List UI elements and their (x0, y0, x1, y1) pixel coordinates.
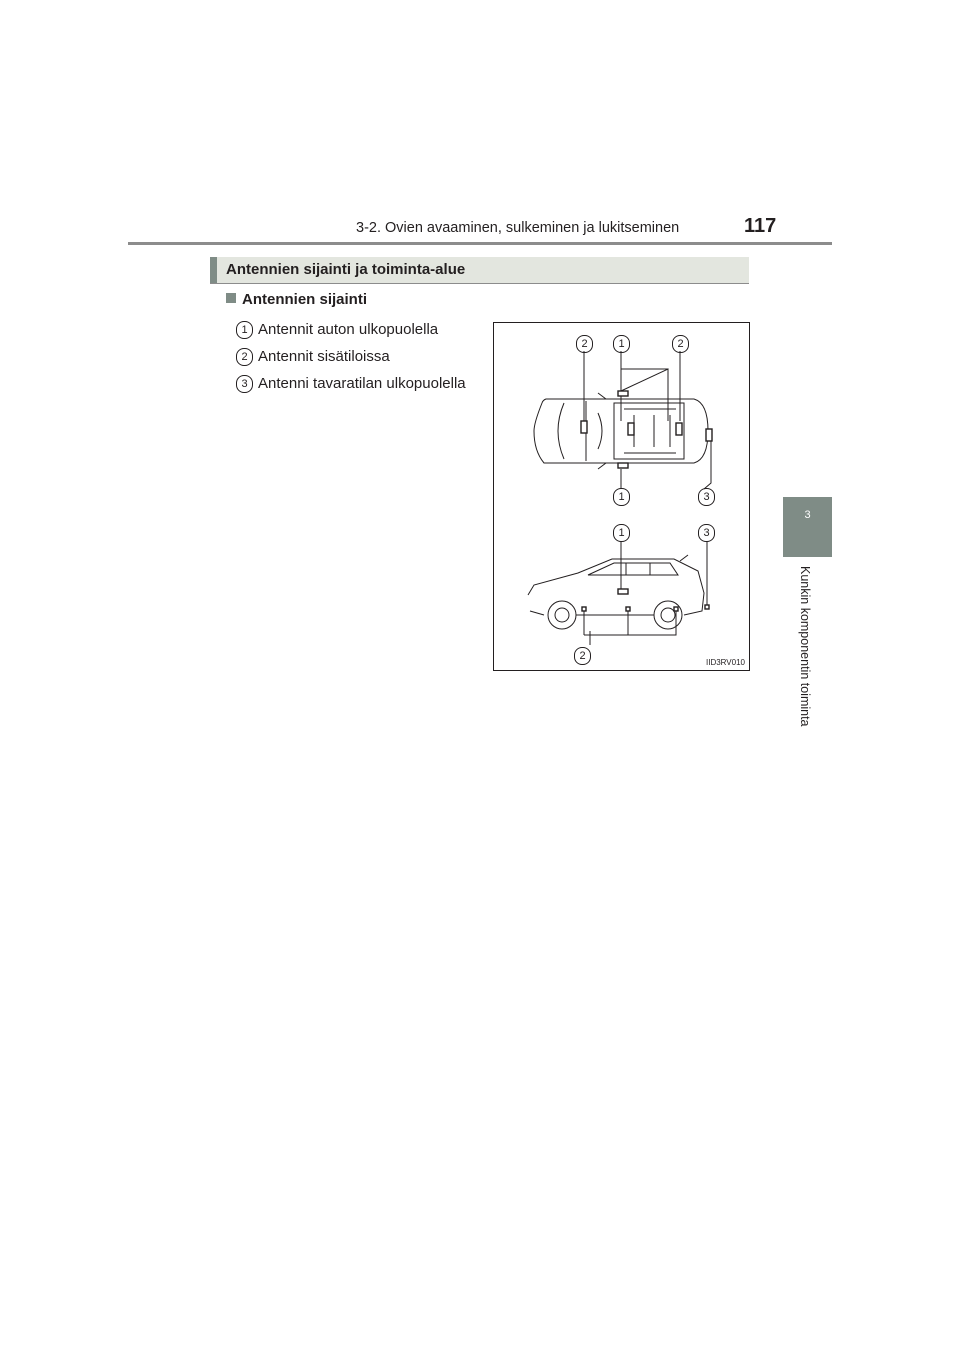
chapter-number: 3 (804, 509, 811, 521)
chapter-label: Kunkin komponentin toiminta (798, 566, 812, 727)
list-item (236, 370, 471, 397)
callout-1: 1 (613, 335, 630, 353)
header-rule (128, 242, 832, 245)
list-item (236, 316, 471, 343)
section-marker (210, 257, 217, 283)
figure-code: IID3RV010 (706, 658, 745, 667)
callout-2: 2 (576, 335, 593, 353)
chapter-side-label (798, 566, 818, 756)
number-badge: 3 (236, 375, 253, 393)
antenna-location-figure (493, 322, 750, 671)
list-item-text: Antenni tavaratilan ulkopuolella (258, 375, 466, 392)
number-badge: 1 (236, 321, 253, 339)
subheading (226, 291, 367, 308)
subheading-text: Antennien sijainti (242, 291, 368, 308)
number-badge: 2 (236, 348, 253, 366)
car-side-view-icon (528, 555, 704, 629)
page-number: 117 (744, 215, 777, 237)
chapter-tab (783, 497, 832, 557)
callout-2: 2 (672, 335, 689, 353)
list-item-text: Antennit sisätiloissa (258, 348, 390, 365)
callout-1: 1 (613, 524, 630, 542)
callout-3: 3 (698, 524, 715, 542)
chapter-title: 3-2. Ovien avaaminen, sulkeminen ja lukitseminen (356, 220, 680, 236)
section-title: Antennien sijainti ja toiminta-alue (226, 261, 466, 278)
section-header (210, 257, 749, 284)
list-item-text: Antennit auton ulkopuolella (258, 321, 439, 338)
list-item (236, 343, 471, 370)
square-bullet-icon (226, 293, 236, 303)
callout-1: 1 (613, 488, 630, 506)
callout-3: 3 (698, 488, 715, 506)
callout-2: 2 (574, 647, 591, 665)
